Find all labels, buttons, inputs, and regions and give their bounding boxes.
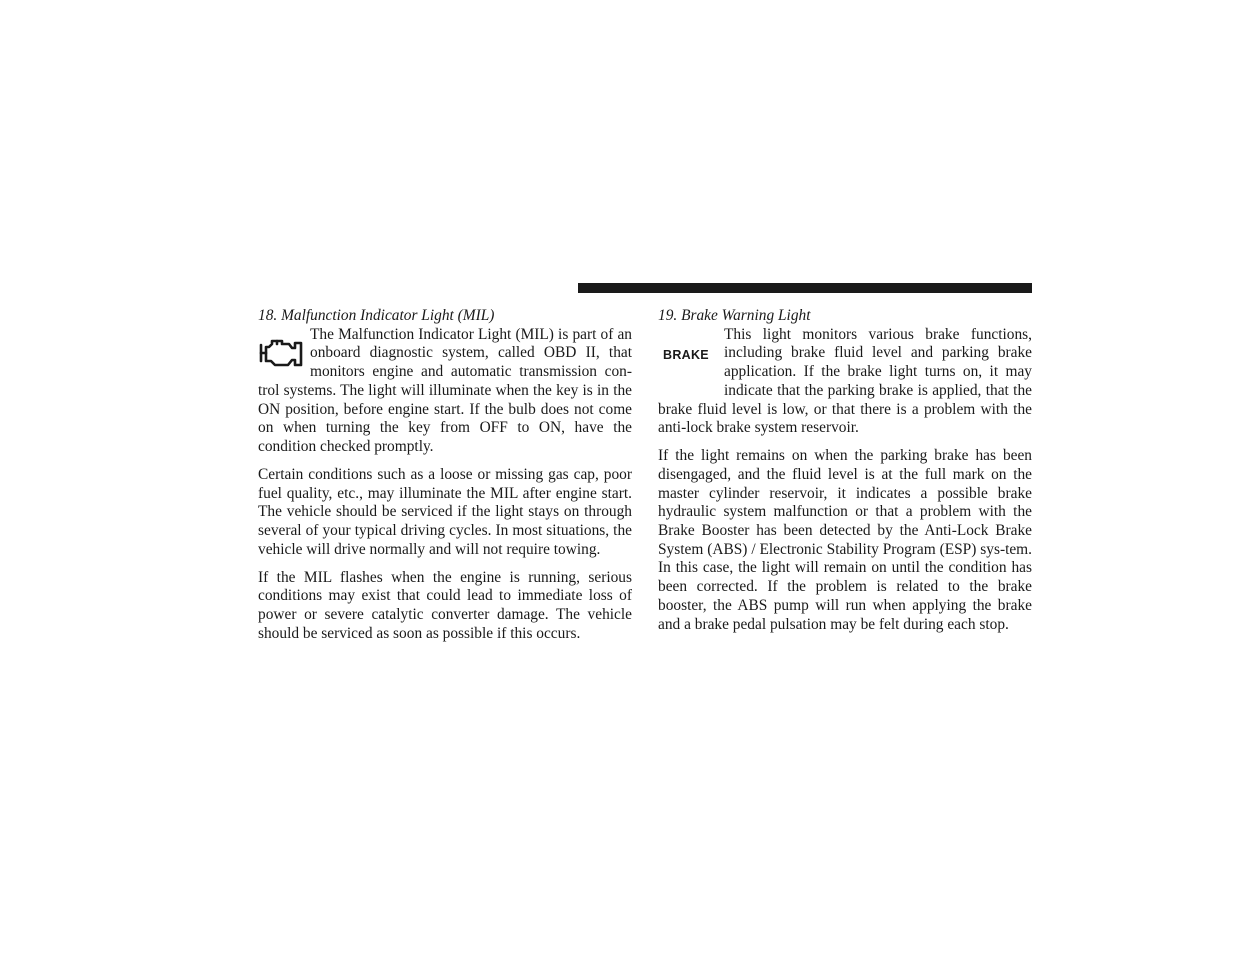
mil-heading: 18. Malfunction Indicator Light (MIL) bbox=[258, 307, 495, 324]
engine-check-icon bbox=[258, 326, 310, 378]
right-column bbox=[658, 307, 1032, 634]
left-column bbox=[258, 307, 632, 644]
section-header-bar bbox=[578, 283, 1032, 293]
brake-paragraph-2: If the light remains on when the parking brake has been disengaged, and the fluid level is at the full mark on the master cylinder reservoir, it indicates a possible brake hydraulic system malfunction or that a problem with the Brake Booster has been detected by the Anti-Lock Brake System (ABS) / Electronic Stability Program (ESP) sys-tem. In this case, the light will remain on until the condition has been corrected. If the problem is related to the brake booster, the ABS pump will run when applying the brake and a brake pedal pulsation may be felt during each stop. bbox=[658, 447, 1032, 633]
brake-warning-icon bbox=[658, 326, 724, 386]
mil-paragraph-3: If the MIL flashes when the engine is running, serious conditions may exist that could lead to immediate loss of power or severe catalytic converter damage. The vehicle should be serviced as soon as possible if this occurs. bbox=[258, 568, 632, 642]
brake-icon-label: BRAKE bbox=[663, 348, 709, 363]
mil-paragraph-2: Certain conditions such as a loose or missing gas cap, poor fuel quality, etc., may illuminate the MIL after engine start. The vehicle should be serviced if the light stays on through several of your typical driving cycles. In most situations, the vehicle will drive normally and will not require towing. bbox=[258, 465, 632, 558]
mil-paragraph-1: The Malfunction Indicator Light (MIL) is part of an onboard diagnostic system, called OBD II, that monitors engine and automatic transmission con-trol systems. The light will illuminate when the key is in the ON position, before engine start. If the bulb does not come on when turning the key from OFF to ON, have the condition checked promptly. bbox=[258, 325, 632, 455]
brake-heading: 19. Brake Warning Light bbox=[658, 307, 811, 324]
brake-paragraph-1: BRAKE This light monitors various brake functions, including brake fluid level and parking brake application. If the brake light turns on, it may indicate that the parking brake is applied, that the brake fluid level is low, or that there is a problem with the anti-lock brake system reservoir. bbox=[658, 325, 1032, 437]
